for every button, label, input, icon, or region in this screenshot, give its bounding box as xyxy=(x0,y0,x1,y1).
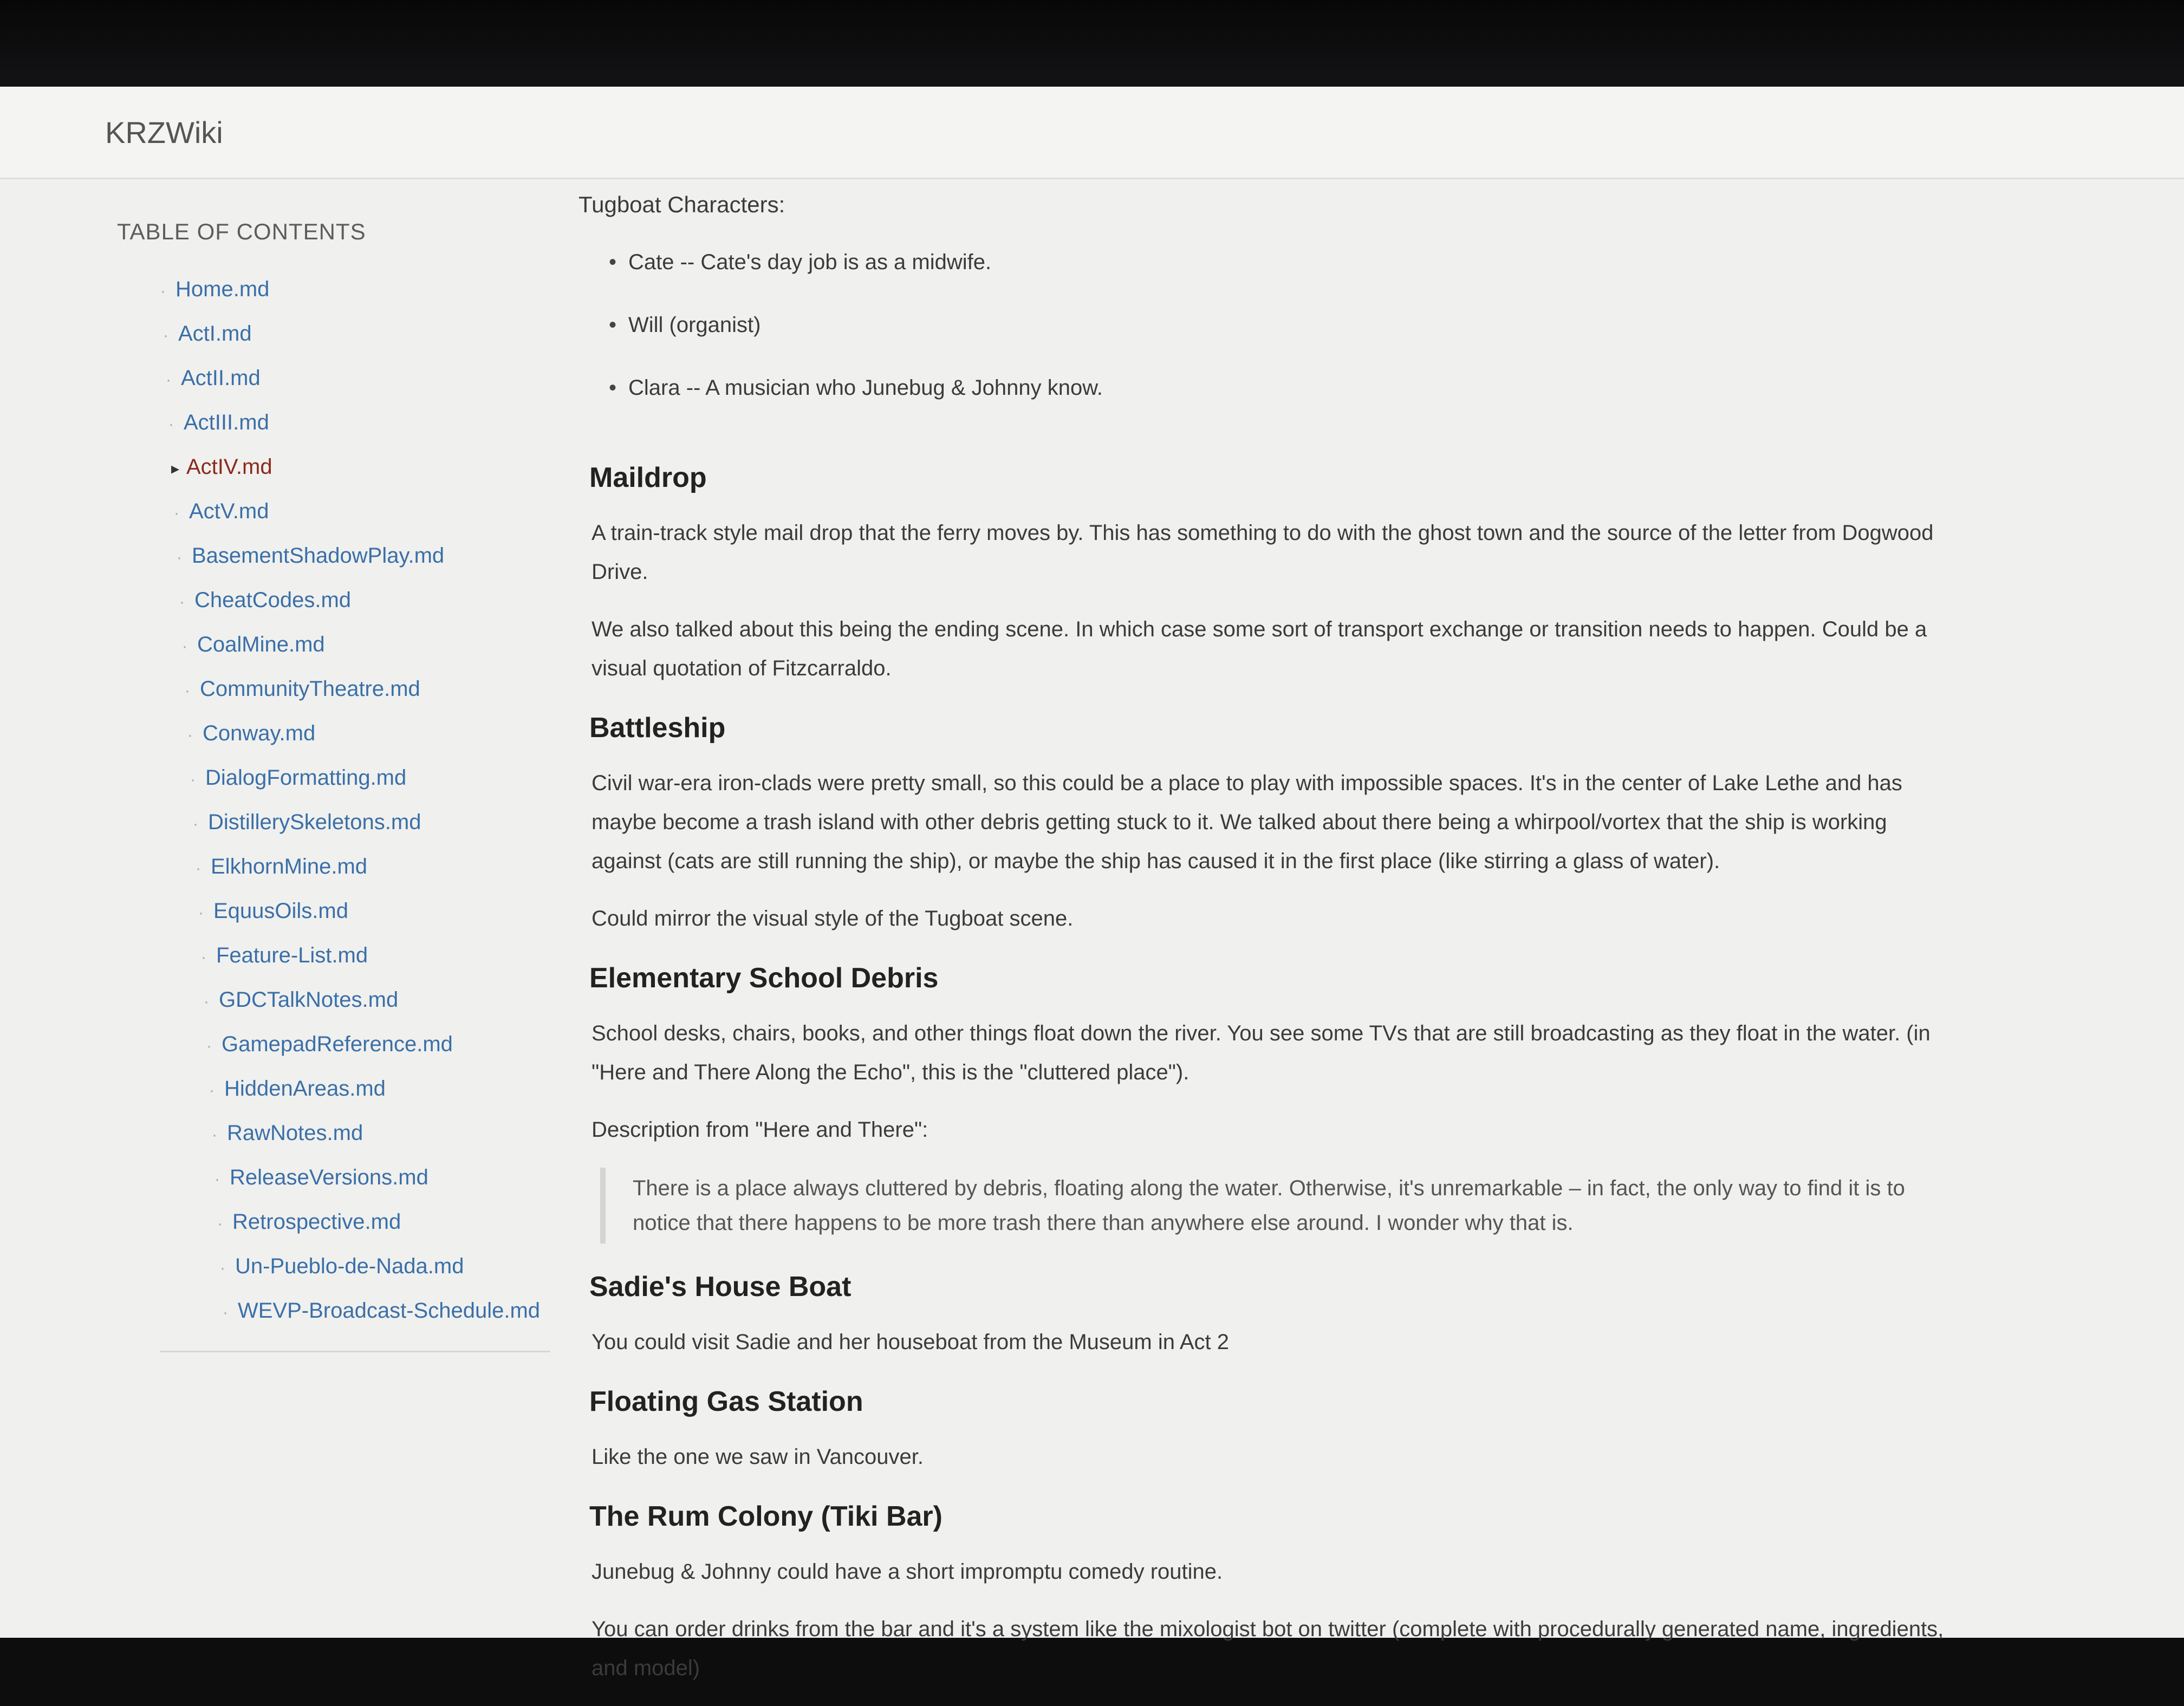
toc-item[interactable] xyxy=(160,1161,550,1206)
toc-link[interactable]: GDCTalkNotes.md xyxy=(219,988,399,1012)
toc-item[interactable] xyxy=(160,1028,550,1072)
bullet-icon: · xyxy=(179,593,185,611)
bullet-icon: · xyxy=(163,327,168,344)
toc-link[interactable]: ReleaseVersions.md xyxy=(230,1165,428,1189)
section-heading: Battleship xyxy=(589,712,726,744)
bullet-icon: · xyxy=(206,1037,212,1055)
bullet-icon: · xyxy=(190,771,196,789)
toc-link[interactable]: ActIII.md xyxy=(184,411,269,434)
toc-item[interactable] xyxy=(160,451,550,495)
section-paragraph: You can order drinks from the bar and it's a system like the mixologist bot on twitter (complete with procedurally generated name, ingredients, and model) xyxy=(592,1617,1944,1680)
toc-item[interactable] xyxy=(160,673,550,717)
toc-item[interactable] xyxy=(160,273,550,317)
toc-item[interactable] xyxy=(160,717,550,761)
section-paragraph: Description from "Here and There": xyxy=(592,1118,928,1142)
toc-link[interactable]: BasementShadowPlay.md xyxy=(192,544,445,568)
section-paragraph: Junebug & Johnny could have a short impromptu comedy routine. xyxy=(592,1560,1223,1584)
toc-link[interactable]: GamepadReference.md xyxy=(222,1032,453,1056)
section-quote: There is a place always cluttered by debris, floating along the water. Otherwise, it's unremarkable – in fact, the only way to find it is to notice that there happens to be more trash there than anywhere else around. I wonder why that is. xyxy=(600,1168,1960,1243)
toc-item[interactable] xyxy=(160,584,550,628)
toc-link[interactable]: CommunityTheatre.md xyxy=(200,677,420,701)
toc-item[interactable] xyxy=(160,539,550,584)
section-paragraph: A train-track style mail drop that the ferry moves by. This has something to do with the ghost town and the source of the letter from Dogwood Drive. xyxy=(592,521,1934,584)
toc-item[interactable] xyxy=(160,1072,550,1117)
bullet-icon: · xyxy=(220,1259,225,1277)
monitor-bezel xyxy=(0,0,2184,92)
bullet-icon: · xyxy=(201,948,206,966)
section-paragraph: Could mirror the visual style of the Tugboat scene. xyxy=(592,907,1074,930)
section-paragraph: We also talked about this being the ending scene. In which case some sort of transport exchange or transition needs to happen. Could be a visual quotation of Fitzcarraldo. xyxy=(592,617,1927,680)
bullet-icon: · xyxy=(212,1126,217,1144)
toc-link[interactable]: HiddenAreas.md xyxy=(224,1077,386,1101)
toc-link[interactable]: WEVP-Broadcast-Schedule.md xyxy=(238,1299,541,1323)
bullet-icon: · xyxy=(209,1082,214,1099)
toc-link[interactable]: Conway.md xyxy=(203,721,316,745)
toc-item[interactable] xyxy=(160,806,550,850)
bullet-icon: · xyxy=(185,682,190,700)
toc-item[interactable] xyxy=(160,895,550,939)
article-sections xyxy=(578,456,1965,1688)
section-heading: Sadie's House Boat xyxy=(589,1271,851,1303)
toc-item[interactable] xyxy=(160,850,550,895)
toc-link[interactable]: EquusOils.md xyxy=(213,899,348,923)
bullet-icon: · xyxy=(198,904,204,922)
toc-link[interactable]: Retrospective.md xyxy=(232,1210,401,1234)
bullet-icon: · xyxy=(166,371,171,389)
toc-item[interactable] xyxy=(160,939,550,984)
intro-text: Tugboat Characters: xyxy=(578,192,785,217)
toc-link[interactable]: CheatCodes.md xyxy=(194,588,352,612)
bullet-icon: · xyxy=(168,415,174,433)
toc-link[interactable]: DistillerySkeletons.md xyxy=(208,810,421,834)
brand-link[interactable]: KRZWiki xyxy=(105,115,223,149)
section-heading: Floating Gas Station xyxy=(589,1386,863,1417)
toc-link[interactable]: ActI.md xyxy=(178,322,252,346)
section-paragraph: Like the one we saw in Vancouver. xyxy=(592,1445,924,1469)
toc-link[interactable]: Home.md xyxy=(176,277,270,301)
toc-item[interactable] xyxy=(160,406,550,451)
toc-item[interactable] xyxy=(160,1250,550,1294)
toc-link[interactable]: CoalMine.md xyxy=(197,633,325,656)
section-heading: Maildrop xyxy=(589,462,707,493)
top-navbar xyxy=(0,87,2184,179)
toc-heading: TABLE OF CONTENTS xyxy=(117,219,366,244)
toc-link[interactable]: Un-Pueblo-de-Nada.md xyxy=(235,1254,464,1278)
bullet-icon: · xyxy=(174,504,179,522)
toc-link[interactable]: RawNotes.md xyxy=(227,1121,363,1145)
toc-link[interactable]: ActV.md xyxy=(189,499,269,523)
toc-item[interactable] xyxy=(160,362,550,406)
section-paragraph: Civil war-era iron-clads were pretty small, so this could be a place to play with impossible spaces. It's in the center of Lake Lethe and has maybe become a trash island with other debris getting stuck to it. We talked about there being a whirpool/vortex that the ship is working against (cats are still running the ship), or maybe the ship has caused it in the first place (like stirring a glass of water). xyxy=(592,771,1902,873)
browser-viewport xyxy=(0,87,2184,1680)
toc-item[interactable] xyxy=(160,628,550,673)
bullet-icon: · xyxy=(204,993,209,1011)
toc-item[interactable] xyxy=(160,317,550,362)
section-heading: Elementary School Debris xyxy=(589,962,939,994)
bullet-icon: · xyxy=(193,815,198,833)
bullet-icon: · xyxy=(214,1170,220,1188)
list-item: • Clara -- A musician who Junebug & Johnny know. xyxy=(609,372,1965,434)
toc-link[interactable]: ActII.md xyxy=(181,366,261,390)
toc-link[interactable]: DialogFormatting.md xyxy=(205,766,407,790)
bullet-icon: · xyxy=(196,859,201,877)
toc-item[interactable] xyxy=(160,1294,550,1339)
article-content xyxy=(578,185,1965,1706)
toc-link[interactable]: ActIV.md xyxy=(186,455,272,479)
active-bullet-icon: ▸ xyxy=(171,460,180,478)
bullet-icon: · xyxy=(160,282,166,300)
bullet-icon: · xyxy=(217,1215,223,1233)
bullet-icon: · xyxy=(223,1304,228,1321)
bullet-icon: · xyxy=(177,549,182,567)
toc-link[interactable]: Feature-List.md xyxy=(216,943,368,967)
toc-item[interactable] xyxy=(160,984,550,1028)
toc-item[interactable] xyxy=(160,1117,550,1161)
section-heading: The Rum Colony (Tiki Bar) xyxy=(589,1501,942,1532)
toc-list xyxy=(160,273,550,1352)
section-paragraph: School desks, chairs, books, and other things float down the river. You see some TVs that are still broadcasting as they float in the water. (in "Here and There Along the Echo", this is the "cluttered place"). xyxy=(592,1021,1930,1084)
bullet-icon: · xyxy=(187,726,193,744)
toc-link[interactable]: ElkhornMine.md xyxy=(211,855,368,878)
toc-item[interactable] xyxy=(160,1206,550,1250)
section-paragraph: You could visit Sadie and her houseboat from the Museum in Act 2 xyxy=(592,1330,1230,1354)
toc-item[interactable] xyxy=(160,495,550,539)
bullet-icon: · xyxy=(182,637,187,655)
list-item: • Will (organist) xyxy=(609,309,1965,372)
toc-item[interactable] xyxy=(160,761,550,806)
table-of-contents xyxy=(117,219,550,1352)
list-item: • Cate -- Cate's day job is as a midwife. xyxy=(609,246,1965,309)
character-list xyxy=(578,246,1965,434)
